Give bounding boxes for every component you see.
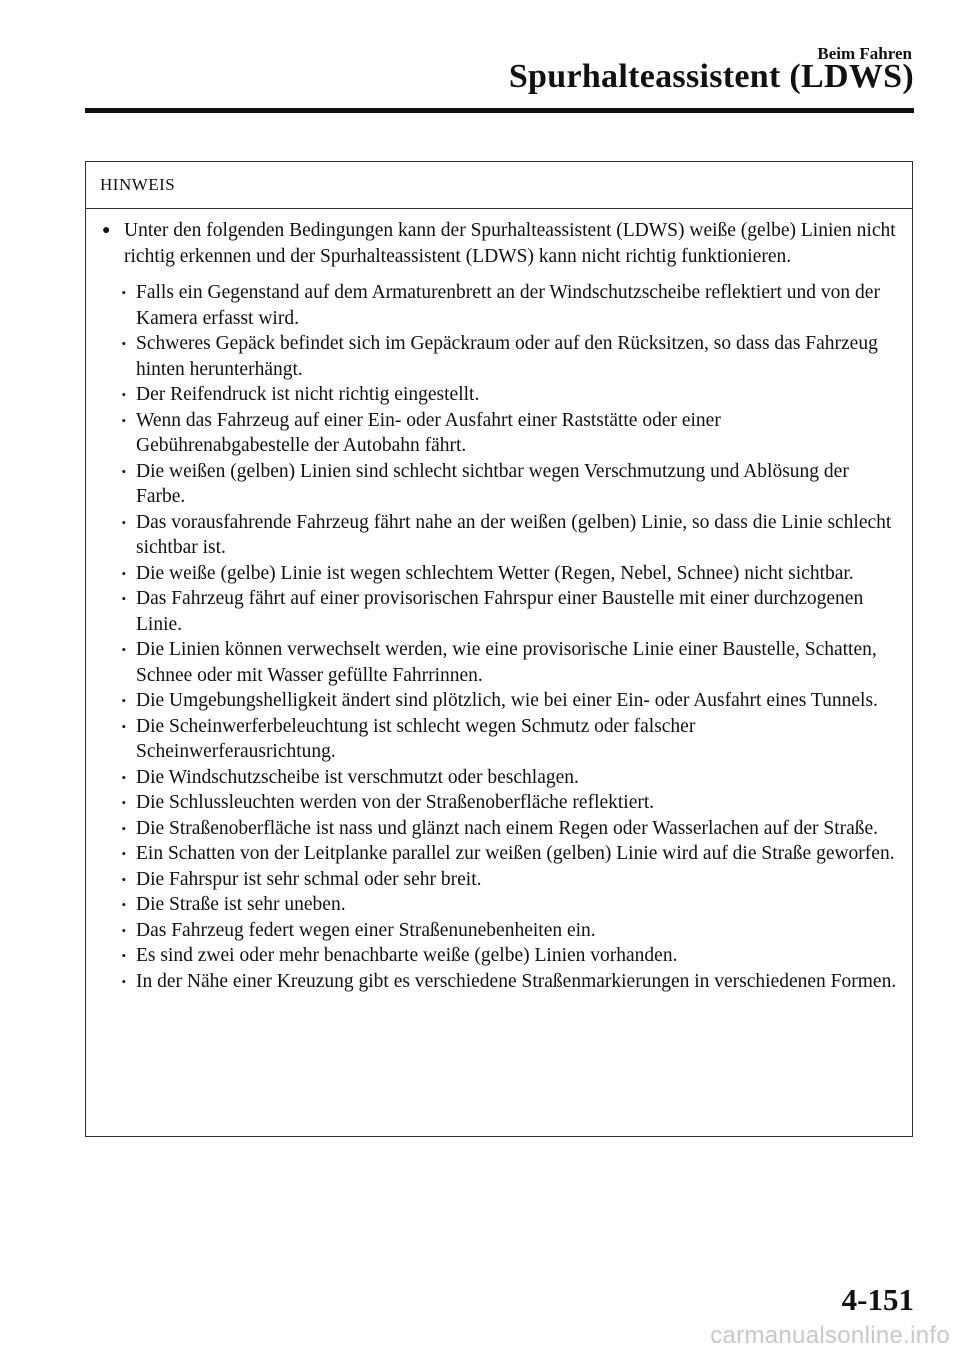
section-label: Beim Fahren — [817, 44, 912, 63]
sub-bullet-icon: • — [121, 922, 126, 938]
list-item-text: Die weiße (gelbe) Linie ist wegen schlechtem Wetter (Regen, Nebel, Schnee) nicht sichtbar. — [136, 562, 854, 584]
sub-bullet-icon: • — [121, 514, 126, 530]
list-item — [100, 637, 898, 688]
sub-bullet-icon: • — [121, 769, 126, 785]
list-item-text: Die weißen (gelben) Linien sind schlecht sichtbar wegen Verschmutzung und Ablösung der Farbe. — [136, 460, 849, 507]
note-box — [85, 161, 913, 1137]
note-heading: HINWEIS — [86, 162, 912, 209]
sub-bullet-icon: • — [121, 591, 126, 606]
list-item-text: Schweres Gepäck befindet sich im Gepäckraum oder auf den Rücksitzen, so dass das Fahrzeug hinten herunterhängt. — [136, 333, 878, 380]
main-bullet — [100, 218, 898, 269]
sub-bullet-icon: • — [121, 387, 126, 402]
list-item — [100, 561, 898, 587]
note-intro: Unter den folgenden Bedingungen kann der Spurhalteassistent (LDWS) weiße (gelbe) Linien nicht richtig erkennen und der Spurhalteassistent (LDWS) kann nicht richtig funktionieren. — [124, 220, 896, 267]
list-item-text: Es sind zwei oder mehr benachbarte weiße (gelbe) Linien vorhanden. — [136, 945, 678, 966]
page-number: 4-151 — [841, 1282, 914, 1317]
sub-bullet-icon: • — [121, 948, 126, 963]
list-item — [100, 892, 898, 918]
sub-bullet-icon: • — [121, 336, 126, 351]
sub-bullet-icon: • — [121, 718, 126, 734]
list-item — [100, 382, 898, 408]
list-item — [100, 586, 898, 637]
list-item-text: Die Fahrspur ist sehr schmal oder sehr breit. — [136, 868, 482, 890]
sub-bullet-icon: • — [121, 412, 126, 428]
watermark: carmanualsonline.info — [710, 1322, 950, 1349]
sub-bullet-icon: • — [121, 820, 126, 836]
list-item-text: Die Scheinwerferbeleuchtung ist schlecht wegen Schmutz oder falscher Scheinwerferausrichtung. — [136, 715, 696, 762]
list-item — [100, 816, 898, 842]
bullet-icon: ● — [102, 223, 111, 238]
list-item-text: In der Nähe einer Kreuzung gibt es verschiedene Straßenmarkierungen in verschiedenen Formen. — [136, 970, 897, 992]
list-item — [100, 969, 898, 995]
sub-bullet-icon: • — [121, 871, 126, 887]
list-item — [100, 841, 898, 867]
list-item-text: Ein Schatten von der Leitplanke parallel zur weißen (gelben) Linie wird auf die Straße geworfen. — [136, 843, 895, 864]
sub-bullet-icon: • — [121, 463, 126, 479]
list-item-text: Die Windschutzscheibe ist verschmutzt oder beschlagen. — [136, 766, 579, 788]
sub-bullet-icon: • — [121, 642, 126, 657]
list-item-text: Die Schlussleuchten werden von der Straßenoberfläche reflektiert. — [136, 792, 655, 813]
list-item-text: Das Fahrzeug fährt auf einer provisorischen Fahrspur einer Baustelle mit einer durchzogenen Linie. — [136, 588, 864, 635]
sub-bullet-icon: • — [121, 795, 126, 810]
list-item — [100, 867, 898, 893]
list-item-text: Die Straßenoberfläche ist nass und glänzt nach einem Regen oder Wasserlachen auf der Straße. — [136, 817, 879, 839]
list-item-text: Das vorausfahrende Fahrzeug fährt nahe an der weißen (gelben) Linie, so dass die Linie schlecht sichtbar ist. — [136, 511, 892, 558]
list-item — [100, 688, 898, 714]
list-item — [100, 714, 898, 765]
sub-bullet-icon: • — [121, 285, 126, 300]
sub-bullet-icon: • — [121, 846, 126, 861]
list-item-text: Wenn das Fahrzeug auf einer Ein- oder Ausfahrt einer Raststätte oder einer Gebührenabgabestelle der Autobahn fährt. — [136, 409, 721, 456]
list-item-text: Falls ein Gegenstand auf dem Armaturenbrett an der Windschutzscheibe reflektiert und von der Kamera erfasst wird. — [136, 282, 880, 329]
list-item — [100, 510, 898, 561]
sub-bullet-icon: • — [121, 693, 126, 708]
list-item-text: Das Fahrzeug federt wegen einer Straßenunebenheiten ein. — [136, 919, 596, 941]
list-item — [100, 280, 898, 331]
list-item — [100, 943, 898, 969]
list-item-text: Die Straße ist sehr uneben. — [136, 894, 346, 915]
note-body — [86, 209, 912, 994]
list-item — [100, 765, 898, 791]
list-item — [100, 408, 898, 459]
list-item-text: Der Reifendruck ist nicht richtig eingestellt. — [136, 384, 480, 405]
sub-bullet-icon: • — [121, 973, 126, 989]
list-item-text: Die Umgebungshelligkeit ändert sind plötzlich, wie bei einer Ein- oder Ausfahrt eines Tunnels. — [136, 690, 878, 711]
list-item — [100, 790, 898, 816]
condition-list — [100, 280, 898, 994]
list-item — [100, 331, 898, 382]
page-title: Spurhalteassistent (LDWS) — [508, 58, 914, 95]
list-item — [100, 459, 898, 510]
list-item-text: Die Linien können verwechselt werden, wie eine provisorische Linie einer Baustelle, Schatten, Schnee oder mit Wasser gefüllte Fahrrinnen. — [136, 639, 877, 686]
title-divider — [85, 108, 914, 113]
sub-bullet-icon: • — [121, 897, 126, 912]
list-item — [100, 918, 898, 944]
sub-bullet-icon: • — [121, 565, 126, 581]
